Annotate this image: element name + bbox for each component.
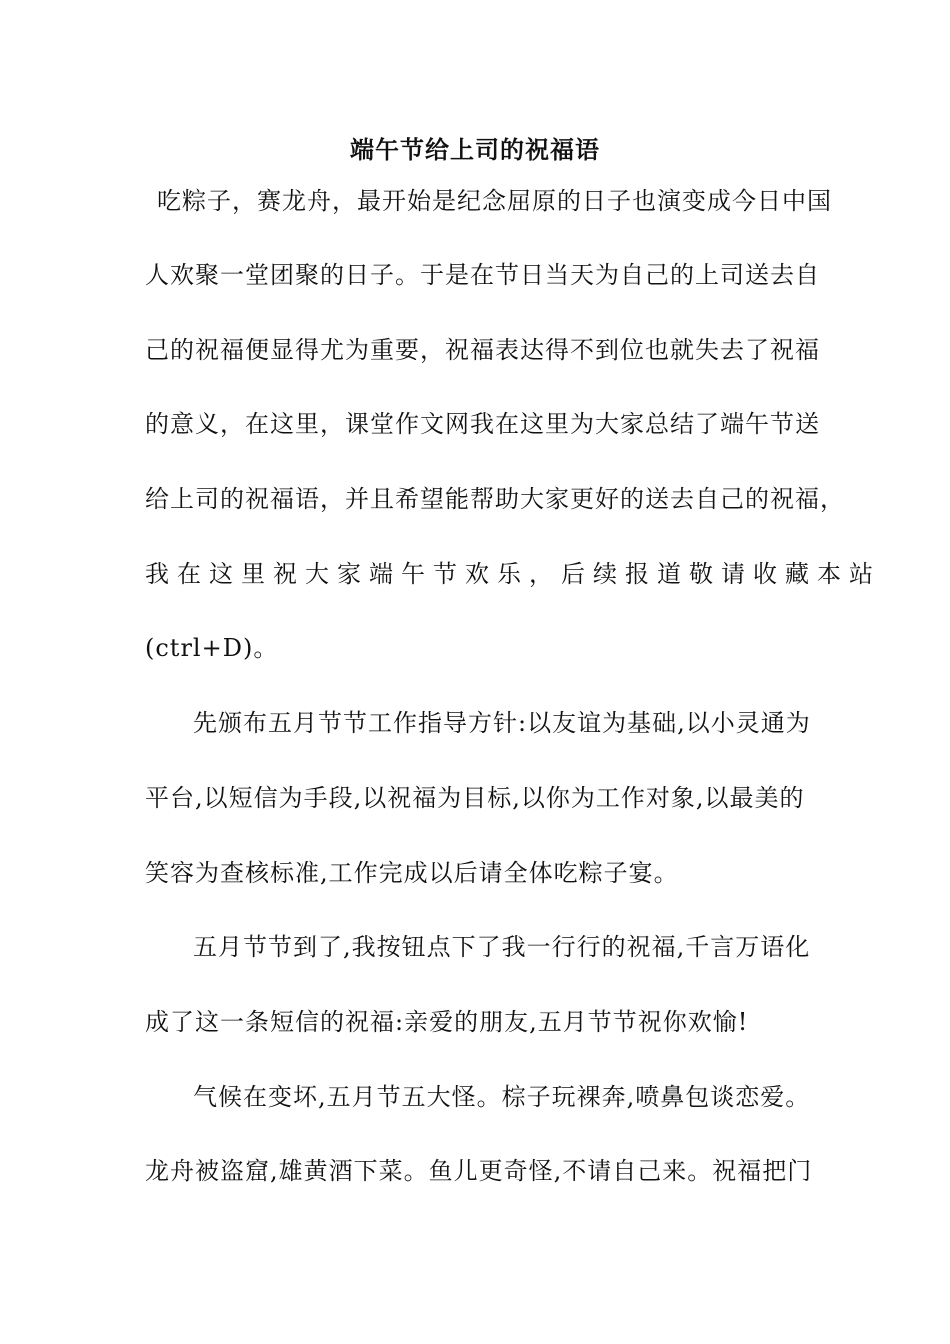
paragraph-line: 笑容为查核标准,工作完成以后请全体吃粽子宴。	[145, 859, 679, 887]
paragraph-line: 五月节节到了,我按钮点下了我一行行的祝福,千言万语化	[193, 933, 811, 961]
paragraph-line: 平台,以短信为手段,以祝福为目标,以你为工作对象,以最美的	[145, 784, 805, 812]
paragraph-line: 成了这一条短信的祝福:亲爱的朋友,五月节节祝你欢愉!	[145, 1008, 749, 1036]
paragraph-line: 吃粽子，赛龙舟，最开始是纪念屈原的日子也演变成今日中国	[157, 187, 832, 215]
paragraph-line: 先颁布五月节节工作指导方针:以友谊为基础,以小灵通为	[193, 709, 811, 737]
paragraph-line: 己的祝福便显得尤为重要，祝福表达得不到位也就失去了祝福	[145, 336, 820, 364]
paragraph-line: 龙舟被盗窟,雄黄酒下菜。鱼儿更奇怪,不请自己来。祝福把门	[145, 1157, 813, 1185]
paragraph-line: 我在这里祝大家端午节欢乐，后续报道敬请收藏本站	[145, 560, 881, 588]
paragraph-line: 气候在变坏,五月节五大怪。棕子玩裸奔,喷鼻包谈恋爱。	[193, 1083, 811, 1111]
paragraph-line: (ctrl+D)。	[145, 634, 279, 662]
paragraph-line: 给上司的祝福语，并且希望能帮助大家更好的送去自己的祝福，	[145, 485, 845, 513]
paragraph-line: 人欢聚一堂团聚的日子。于是在节日当天为自己的上司送去自	[145, 261, 820, 289]
document-title: 端午节给上司的祝福语	[350, 135, 600, 164]
paragraph-line: 的意义，在这里，课堂作文网我在这里为大家总结了端午节送	[145, 410, 820, 438]
